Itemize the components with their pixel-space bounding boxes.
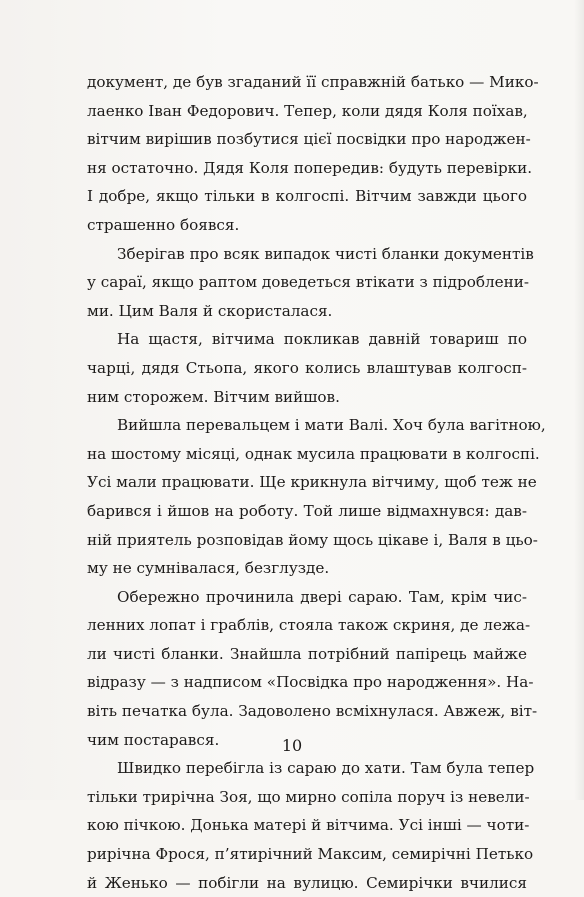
text-line: ним сторожем. Вітчим вийшов. bbox=[87, 387, 340, 406]
text-line: й Женько — побігли на вулицю. Семирічки вчилися bbox=[87, 873, 527, 892]
text-line: Обережно прочинила двері сараю. Там, крім чис- bbox=[117, 587, 527, 606]
text-line: ній приятель розповідав йому щось цікаве і, Валя в цьо- bbox=[87, 530, 538, 549]
page-edge-shadow bbox=[574, 0, 584, 800]
text-line: рирічна Фрося, п’ятирічний Максим, семирічні Петько bbox=[87, 845, 534, 864]
text-line: барився і йшов на роботу. Той лише відмахнувся: дав- bbox=[87, 501, 527, 520]
text-line: у сараї, якщо раптом доведеться втікати з підроблени- bbox=[87, 273, 529, 292]
text-line: му не сумнівалася, безглузде. bbox=[87, 559, 330, 578]
text-line: Усі мали працювати. Ще крикнула вітчиму, щоб теж не bbox=[87, 473, 537, 492]
text-line: ня остаточно. Дядя Коля попередив: будуть перевірки. bbox=[87, 158, 533, 177]
text-line: ленних лопат і граблів, стояла також скриня, де лежа- bbox=[87, 616, 531, 635]
page-number: 10 bbox=[281, 736, 303, 755]
text-line: І добре, якщо тільки в колгоспі. Вітчим завжди цього bbox=[87, 187, 527, 206]
text-line: Зберігав про всяк випадок чисті бланки документів bbox=[117, 244, 534, 263]
text-line: чарці, дядя Стьопа, якого колись влаштував колгосп- bbox=[87, 358, 527, 377]
body-text bbox=[87, 68, 546, 897]
text-line: ми. Цим Валя й скористалася. bbox=[87, 301, 333, 320]
text-line: віть печатка була. Задоволено всміхнулася. Авжеж, віт- bbox=[87, 702, 538, 721]
text-line: Вийшла перевальцем і мати Валі. Хоч була вагітною, bbox=[117, 416, 546, 435]
text-line: вітчим вирішив позбутися цієї посвідки про народжен- bbox=[87, 130, 531, 149]
text-line: ли чисті бланки. Знайшла потрібний папірець майже bbox=[87, 644, 527, 663]
text-line: кою пічкою. Донька матері й вітчима. Усі інші — чоти- bbox=[87, 816, 530, 835]
text-line: тільки трирічна Зоя, що мирно сопіла поруч із невели- bbox=[87, 787, 530, 806]
text-line: відразу — з надписом «Посвідка про народження». На- bbox=[87, 673, 534, 692]
text-line: лаенко Іван Федорович. Тепер, коли дядя Коля поїхав, bbox=[87, 101, 528, 120]
text-line: на шостому місяці, однак мусила працювати в колгоспі. bbox=[87, 444, 540, 463]
text-line: чим постарався. bbox=[87, 730, 220, 749]
text-line: страшенно боявся. bbox=[87, 215, 240, 234]
text-line: Швидко перебігла із сараю до хати. Там була тепер bbox=[117, 759, 535, 778]
text-line: документ, де був згаданий її справжній батько — Мико- bbox=[87, 73, 539, 91]
text-line: На щастя, вітчима покликав давній товариш по bbox=[117, 330, 527, 349]
